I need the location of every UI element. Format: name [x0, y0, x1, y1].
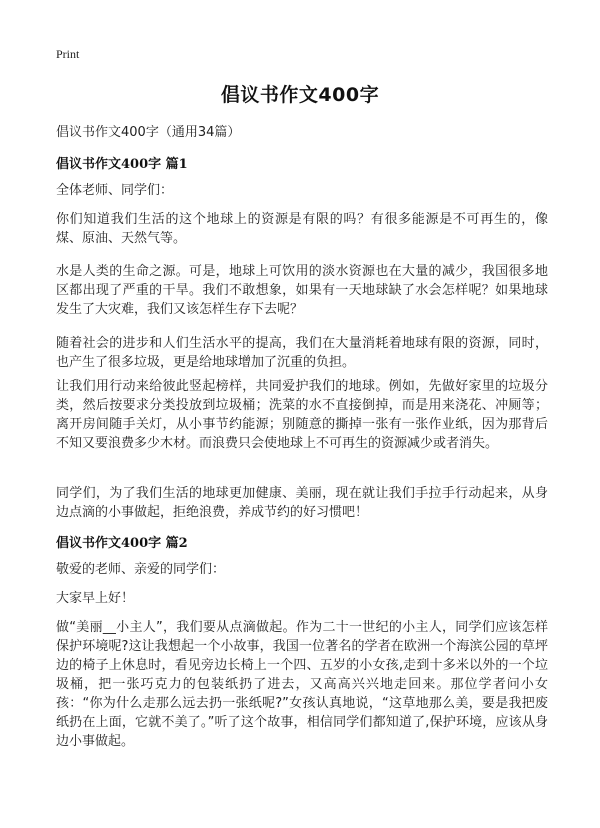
print-link[interactable]: Print	[56, 47, 80, 61]
page-subtitle: 倡议书作文400字（通用34篇）	[56, 125, 241, 140]
section-heading-1: 倡议书作文400字 篇1	[56, 157, 188, 172]
paragraph-action: 让我们用行动来给彼此竖起榜样，共同爱护我们的地球。例如，先做好家里的垃圾分类，然后按要求分类投放到垃圾桶；洗菜的水不直接倒掉，而是用来浇花、冲厕等；离开房间随手关灯，从小事节约能源；别随意的撕掉一张有一张作业纸，因为那背后不知又要浪费多少木材。而浪费只会使地球上不可再生的资源减少或者消失。	[56, 379, 548, 451]
section-heading-2: 倡议书作文400字 篇2	[56, 536, 188, 551]
paragraph-society: 随着社会的进步和人们生活水平的提高，我们在大量消耗着地球有限的资源，同时，也产生了很多垃圾，更是给地球增加了沉重的负担。	[56, 336, 548, 370]
page-title: 倡议书作文400字	[220, 84, 380, 106]
paragraph-closing-1: 同学们，为了我们生活的地球更加健康、美丽，现在就让我们手拉手行动起来，从身边点滴的小事做起，拒绝浪费，养成节约的好习惯吧！	[56, 486, 548, 520]
paragraph-salutation-1: 全体老师、同学们：	[56, 183, 174, 198]
paragraph-resources: 你们知道我们生活的这个地球上的资源是有限的吗？有很多能源是不可再生的，像煤、原油、天然气等。	[56, 212, 548, 246]
paragraph-water: 水是人类的生命之源。可是，地球上可饮用的淡水资源也在大量的减少，我国很多地区都出现了严重的干旱。我们不敢想象，如果有一天地球缺了水会怎样呢？如果地球发生了大灾难，我们又该怎样生存下去呢？	[56, 264, 548, 317]
paragraph-story: 做“美丽__小主人”，我们要从点滴做起。作为二十一世纪的小主人，同学们应该怎样保护环境呢?这让我想起一个小故事，我国一位著名的学者在欧洲一个海滨公园的草坪边的椅子上休息时，看见旁边长椅上一个四、五岁的小女孩,走到十多米以外的一个垃圾桶，把一张巧克力的包装纸扔了进去，又高高兴兴地走回来。那位学者问小女孩：“你为什么走那么远去扔一张纸呢?”女孩认真地说，“这草地那么美，要是我把废纸扔在上面，它就不美了。”听了这个故事，相信同学们都知道了,保护环境，应该从身边小事做起。	[56, 620, 548, 749]
paragraph-salutation-2: 敬爱的老师、亲爱的同学们：	[56, 562, 226, 577]
paragraph-greeting: 大家早上好！	[56, 591, 135, 606]
